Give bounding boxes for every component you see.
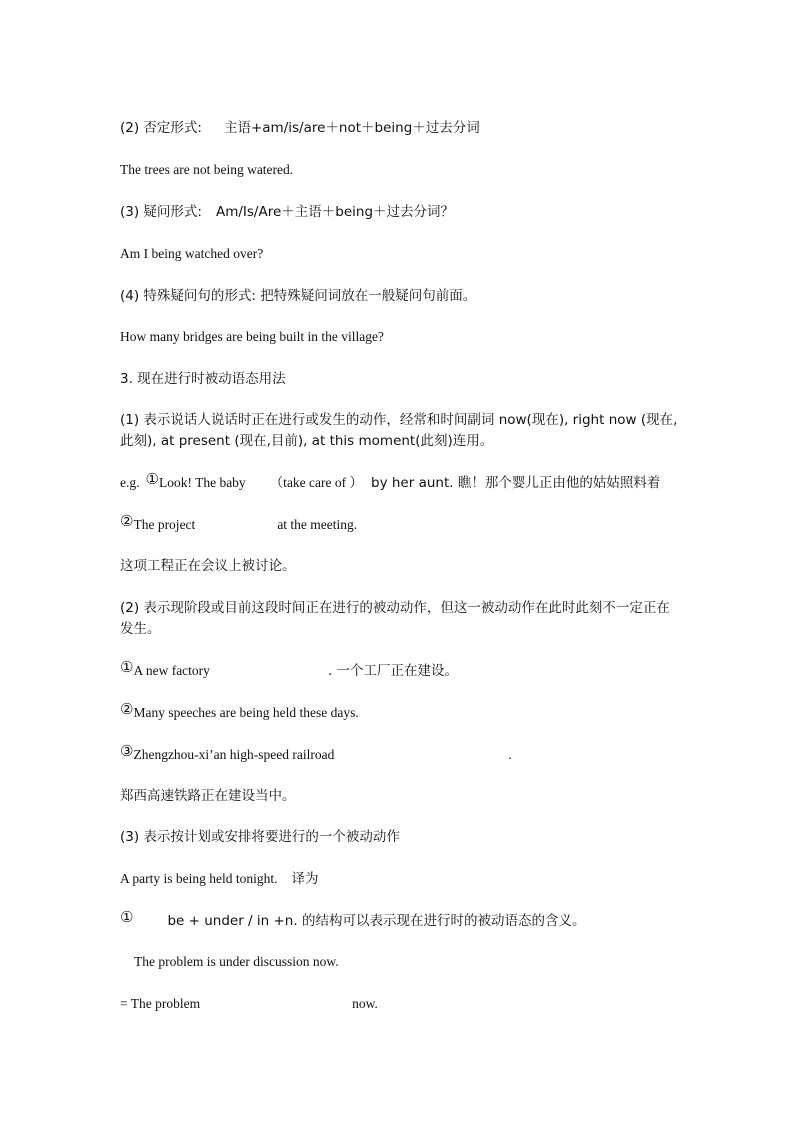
example-2-text: The project xyxy=(133,517,196,532)
note-equivalent xyxy=(120,994,378,1014)
example-2-rest: at the meeting. xyxy=(277,517,358,532)
section-3-heading: 3. 现在进行时被动语态用法 xyxy=(120,371,286,387)
question-example: Am I being watched over? xyxy=(120,246,264,261)
circled-number-1-icon: ① xyxy=(120,908,134,926)
example-1-rest: by her aunt. 瞧！那个婴儿正由他的姑姑照料着 xyxy=(371,475,661,491)
note-text: be + under / in +n. 的结构可以表示现在进行时的被动语态的含义。 xyxy=(167,913,586,929)
usage-2-example-2 xyxy=(120,702,359,723)
eg-prefix: e.g. xyxy=(120,475,140,490)
circled-number-1-icon: ① xyxy=(145,470,159,488)
negative-form-formula: 主语+am/is/are＋not＋being＋过去分词 xyxy=(223,120,480,136)
note-line xyxy=(120,910,585,931)
example-2-translation: 这项工程正在会议上被讨论。 xyxy=(120,558,296,574)
usage-2-example-2-text: Many speeches are being held these days. xyxy=(133,705,359,720)
usage-2-example-3-text: Zhengzhou-xi’an high-speed railroad xyxy=(133,747,335,762)
usage-3-translate-label: 译为 xyxy=(291,871,319,887)
circled-number-2-icon: ② xyxy=(120,700,134,718)
usage-1-paragraph: (1) 表示说话人说话时正在进行或发生的动作，经常和时间副词 now(现在), right now (现在, 此刻), at present (现在,目前), at this moment(此刻)连用。 xyxy=(120,412,678,449)
usage-3-heading: (3) 表示按计划或安排将要进行的一个被动动作 xyxy=(120,829,400,845)
usage-2-example-3 xyxy=(120,744,512,765)
example-2-line xyxy=(120,514,357,535)
question-form-label: (3) 疑问形式: xyxy=(120,204,202,220)
circled-number-2-icon: ② xyxy=(120,512,134,530)
circled-number-3-icon: ③ xyxy=(120,742,134,760)
usage-2-example-1-rest: . 一个工厂正在建设。 xyxy=(327,663,459,679)
note-example: The problem is under discussion now. xyxy=(134,954,339,969)
example-1-text: Look! The baby xyxy=(158,475,246,490)
usage-2-example-3-translation: 郑西高速铁路正在建设当中。 xyxy=(120,788,296,804)
usage-2-example-3-rest: . xyxy=(508,747,512,762)
special-question-example: How many bridges are being built in the village? xyxy=(120,329,384,344)
usage-3-example xyxy=(120,869,319,889)
question-form-line xyxy=(120,202,454,222)
negative-form-line xyxy=(120,118,480,138)
example-1-hint: （take care of ） xyxy=(269,475,364,490)
example-1-line xyxy=(120,472,660,493)
note-equivalent-rest: now. xyxy=(352,996,378,1011)
special-question-line: (4) 特殊疑问句的形式: 把特殊疑问词放在一般疑问句前面。 xyxy=(120,288,477,304)
question-form-formula: Am/Is/Are＋主语＋being＋过去分词？ xyxy=(215,204,455,220)
note-equivalent-text: = The problem xyxy=(120,996,201,1011)
usage-2-example-1 xyxy=(120,660,458,681)
usage-3-example-text: A party is being held tonight. xyxy=(120,871,278,886)
negative-form-label: (2) 否定形式: xyxy=(120,120,202,136)
usage-2-paragraph: (2) 表示现阶段或目前这段时间正在进行的被动动作，但这一被动动作在此时此刻不一定正在发生。 xyxy=(120,600,670,637)
circled-number-1-icon: ① xyxy=(120,658,134,676)
negative-example: The trees are not being watered. xyxy=(120,162,294,177)
usage-2-example-1-text: A new factory xyxy=(133,663,210,678)
